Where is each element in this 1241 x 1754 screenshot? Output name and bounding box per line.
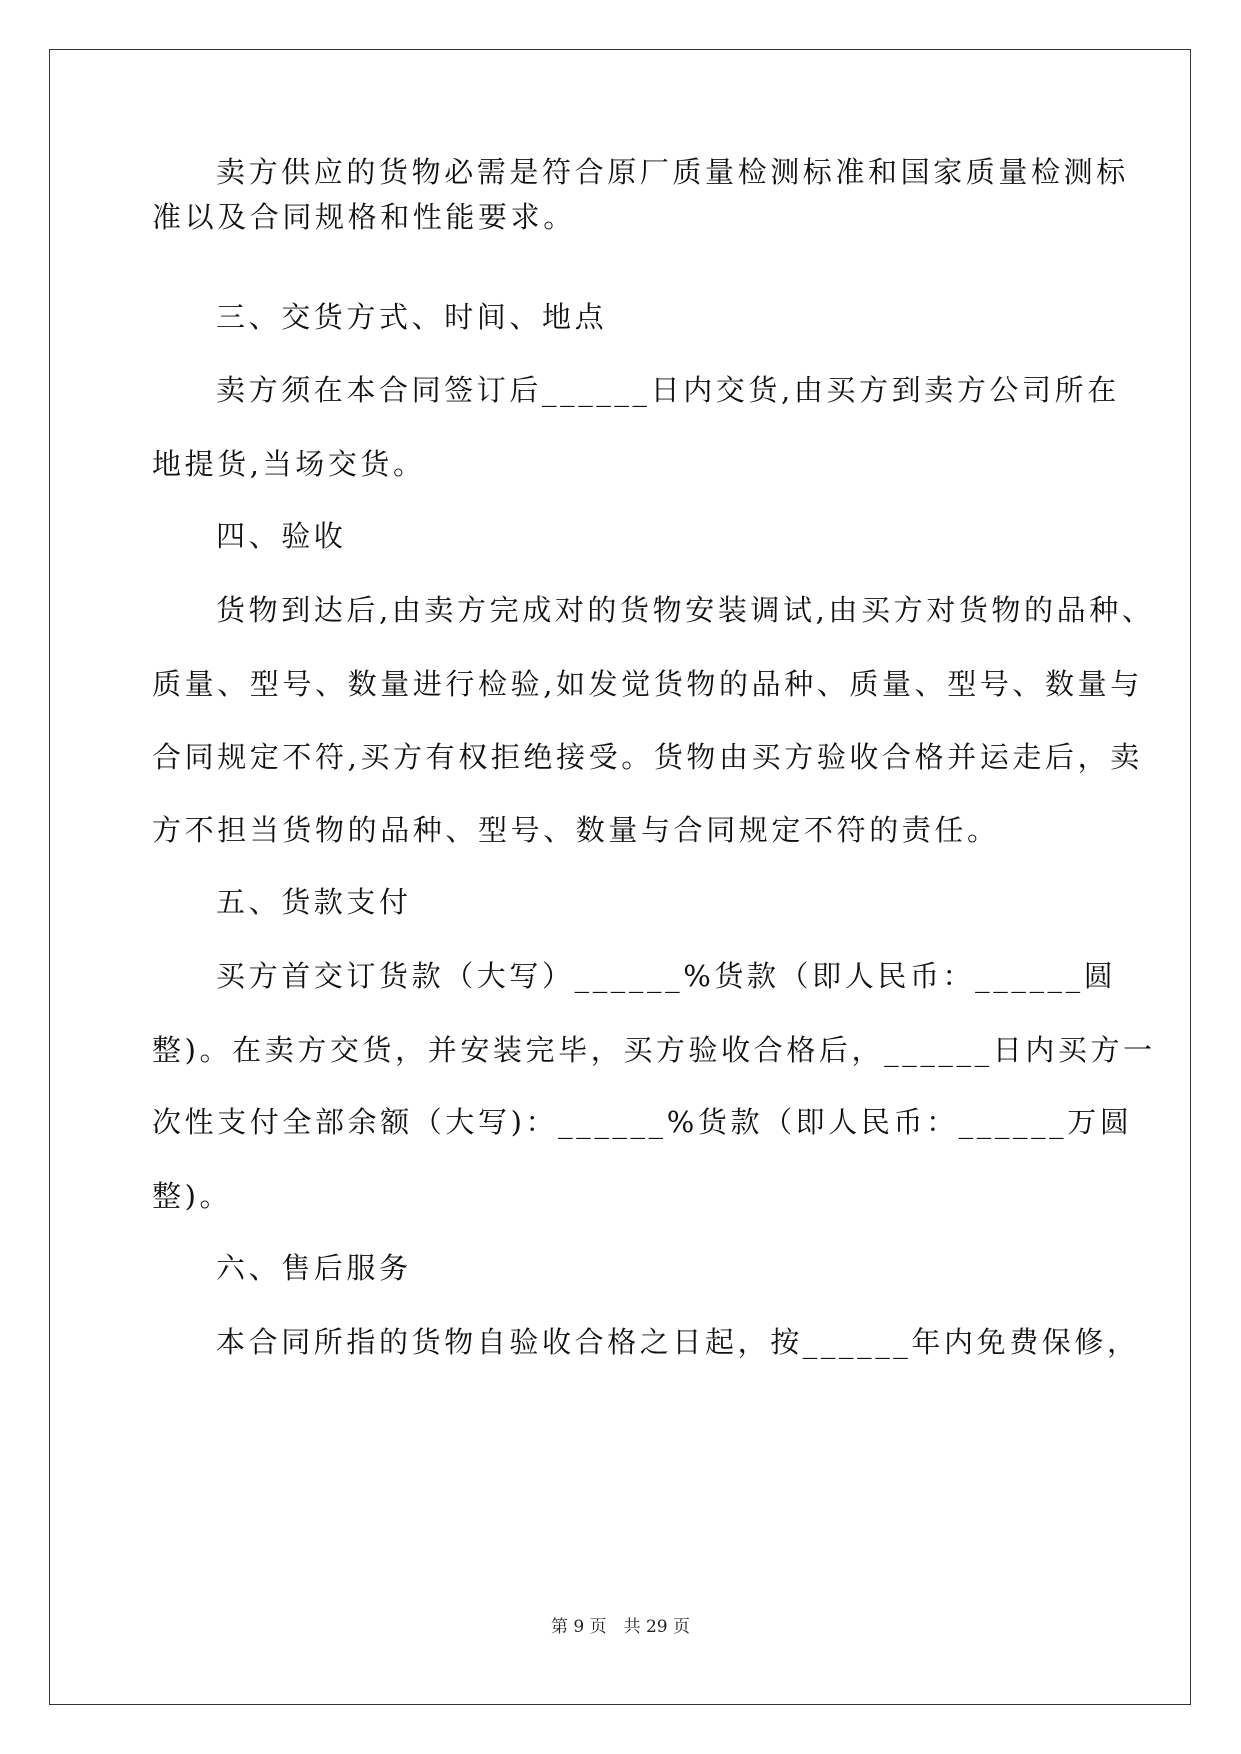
- section-heading: 五、货款支付: [216, 885, 412, 919]
- paragraph-line: 货物到达后,由卖方完成对的货物安装调试,由买方对货物的品种、: [216, 593, 1155, 627]
- paragraph-line: 合同规定不符,买方有权拒绝接受。货物由买方验收合格并运走后，卖: [152, 740, 1143, 774]
- paragraph-line: 准以及合同规格和性能要求。: [152, 200, 576, 234]
- paragraph-line: 地提货,当场交货。: [152, 447, 426, 481]
- paragraph-line: 整)。: [152, 1179, 233, 1213]
- paragraph-line: 买方首交订货款（大写）______%货款（即人民币：______圆: [216, 959, 1117, 993]
- paragraph-line: 卖方供应的货物必需是符合原厂质量检测标准和国家质量检测标: [216, 155, 1129, 189]
- paragraph-line: 方不担当货物的品种、型号、数量与合同规定不符的责任。: [152, 813, 1000, 847]
- paragraph-line: 整)。在卖方交货，并安装完毕，买方验收合格后，______日内买方一: [152, 1033, 1156, 1067]
- section-heading: 六、售后服务: [216, 1251, 412, 1285]
- paragraph-line: 本合同所指的货物自验收合格之日起，按______年内免费保修，: [216, 1325, 1140, 1359]
- section-heading: 三、交货方式、时间、地点: [216, 300, 608, 334]
- section-heading: 四、验收: [216, 519, 347, 553]
- paragraph-line: 卖方须在本合同签订后______日内交货,由买方到卖方公司所在: [216, 373, 1120, 407]
- paragraph-line: 质量、型号、数量进行检验,如发觉货物的品种、质量、型号、数量与: [152, 667, 1143, 701]
- paragraph-line: 次性支付全部余额（大写)：______%货款（即人民币：______万圆: [152, 1105, 1133, 1139]
- page-number-footer: 第 9 页 共 29 页: [550, 1617, 691, 1637]
